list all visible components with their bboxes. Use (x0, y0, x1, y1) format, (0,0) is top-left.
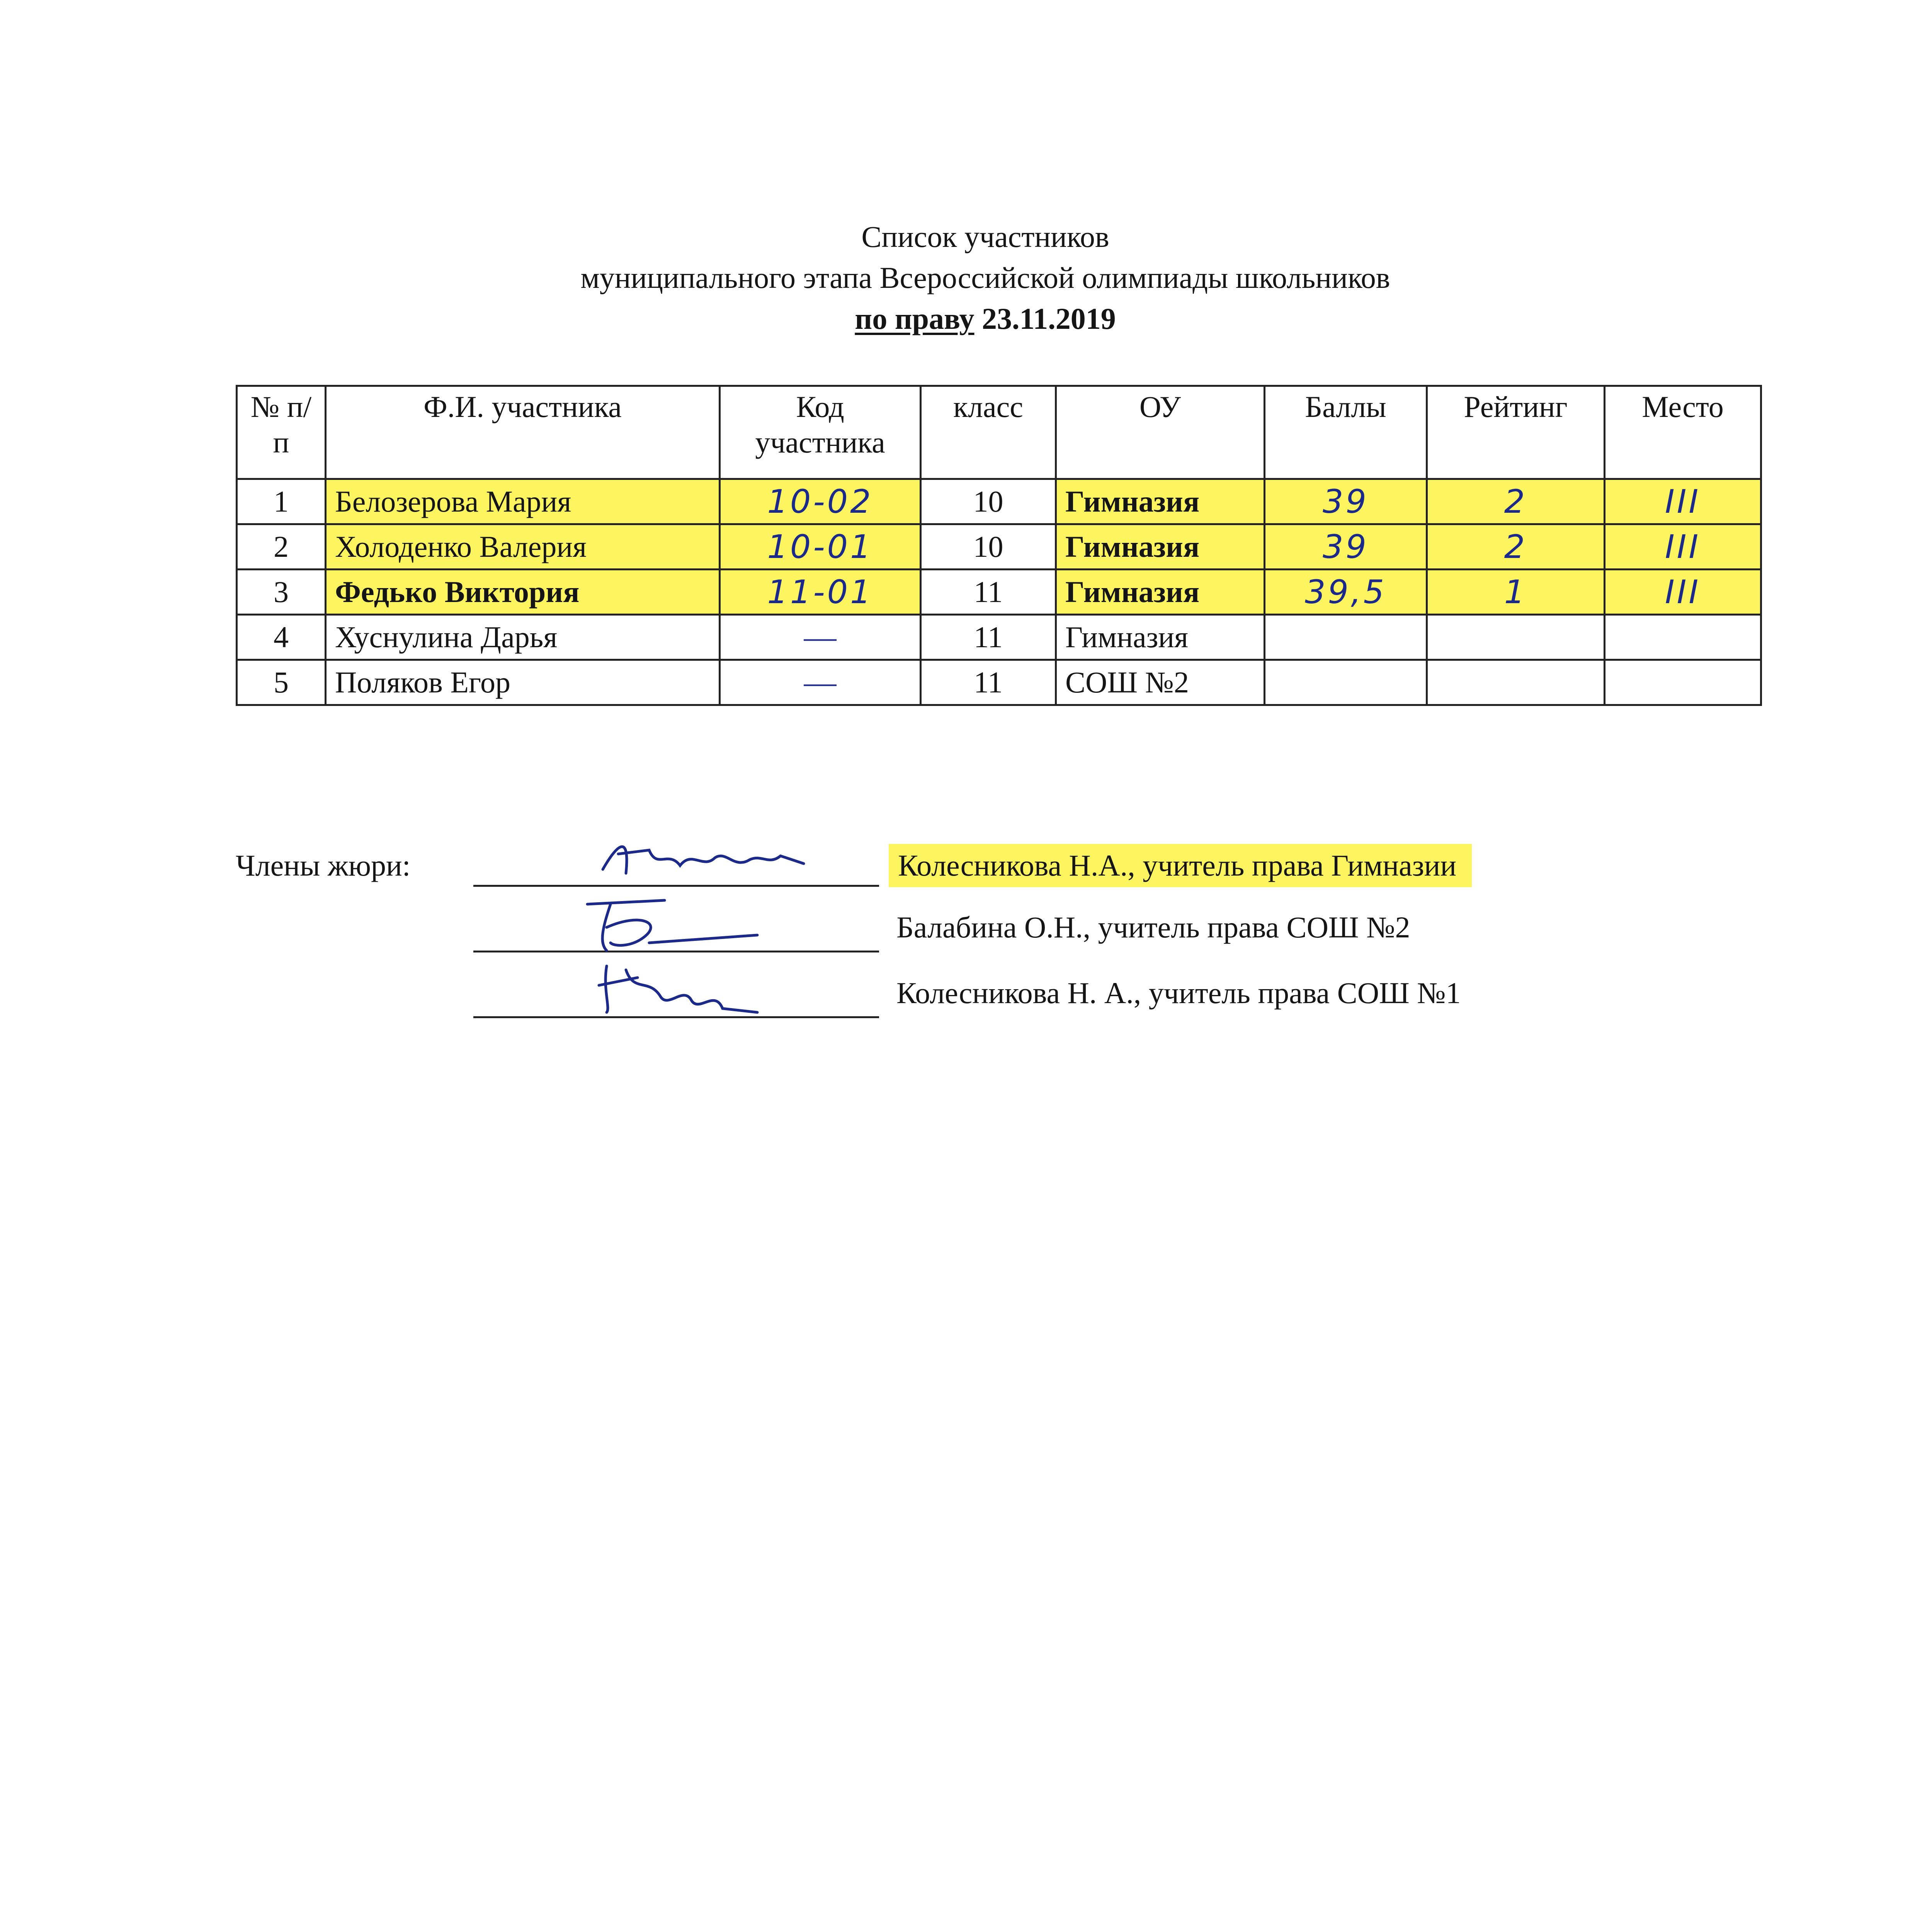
cell-school: Гимназия (1056, 615, 1265, 660)
table-row (237, 479, 1761, 524)
header-rating: Рейтинг (1427, 386, 1605, 479)
table-row (237, 570, 1761, 615)
cell-grade: 10 (921, 479, 1056, 524)
cell-school: Гимназия (1056, 570, 1265, 615)
cell-code: — (720, 615, 921, 660)
table-header-row (237, 386, 1761, 479)
jury-member-1: Колесникова Н.А., учитель права Гимназии (889, 844, 1472, 887)
cell-name: Холоденко Валерия (326, 524, 720, 570)
cell-num: 4 (237, 615, 326, 660)
header-grade: класс (921, 386, 1056, 479)
jury-member-2: Балабина О.Н., учитель права СОШ №2 (896, 910, 1410, 944)
title-line-1: Список участников (861, 220, 1109, 253)
header-score: Баллы (1265, 386, 1427, 479)
cell-score (1265, 660, 1427, 705)
cell-name: Поляков Егор (326, 660, 720, 705)
cell-num: 3 (237, 570, 326, 615)
cell-grade: 10 (921, 524, 1056, 570)
cell-grade: 11 (921, 615, 1056, 660)
cell-name: Хуснулина Дарья (326, 615, 720, 660)
cell-rating (1427, 615, 1605, 660)
jury-label: Члены жюри: (236, 849, 411, 882)
cell-grade: 11 (921, 570, 1056, 615)
cell-grade: 11 (921, 660, 1056, 705)
header-name: Ф.И. участника (326, 386, 720, 479)
table-row (237, 524, 1761, 570)
cell-score: 39 (1265, 524, 1427, 570)
title-date: 23.11.2019 (982, 302, 1116, 335)
jury-block (236, 831, 1897, 1039)
table-row (237, 660, 1761, 705)
header-school: ОУ (1056, 386, 1265, 479)
cell-school: Гимназия (1056, 524, 1265, 570)
signature-mark-2 (564, 889, 765, 958)
cell-name: Федько Виктория (326, 570, 720, 615)
title-block (0, 216, 1932, 339)
cell-score: 39 (1265, 479, 1427, 524)
cell-code: — (720, 660, 921, 705)
cell-rating: 2 (1427, 479, 1605, 524)
title-line-3 (0, 298, 1932, 339)
signature-mark-1 (595, 827, 811, 893)
cell-num: 2 (237, 524, 326, 570)
cell-score (1265, 615, 1427, 660)
header-code: Код участника (720, 386, 921, 479)
cell-school: Гимназия (1056, 479, 1265, 524)
cell-code: 10-02 (720, 479, 921, 524)
cell-place: III (1605, 524, 1761, 570)
cell-rating: 2 (1427, 524, 1605, 570)
cell-rating (1427, 660, 1605, 705)
results-table (236, 385, 1762, 706)
cell-code: 11-01 (720, 570, 921, 615)
cell-rating: 1 (1427, 570, 1605, 615)
title-subject: по праву (855, 302, 975, 335)
jury-member-3: Колесникова Н. А., учитель права СОШ №1 (896, 976, 1461, 1010)
cell-name: Белозерова Мария (326, 479, 720, 524)
cell-num: 5 (237, 660, 326, 705)
signature-mark-3 (591, 954, 761, 1020)
cell-code: 10-01 (720, 524, 921, 570)
table-row (237, 615, 1761, 660)
cell-place (1605, 660, 1761, 705)
cell-num: 1 (237, 479, 326, 524)
cell-school: СОШ №2 (1056, 660, 1265, 705)
title-line-2: муниципального этапа Всероссийской олимпиады школьников (580, 261, 1390, 294)
header-place: Место (1605, 386, 1761, 479)
cell-place: III (1605, 479, 1761, 524)
header-num: № п/п (237, 386, 326, 479)
cell-place (1605, 615, 1761, 660)
cell-place: III (1605, 570, 1761, 615)
cell-score: 39,5 (1265, 570, 1427, 615)
